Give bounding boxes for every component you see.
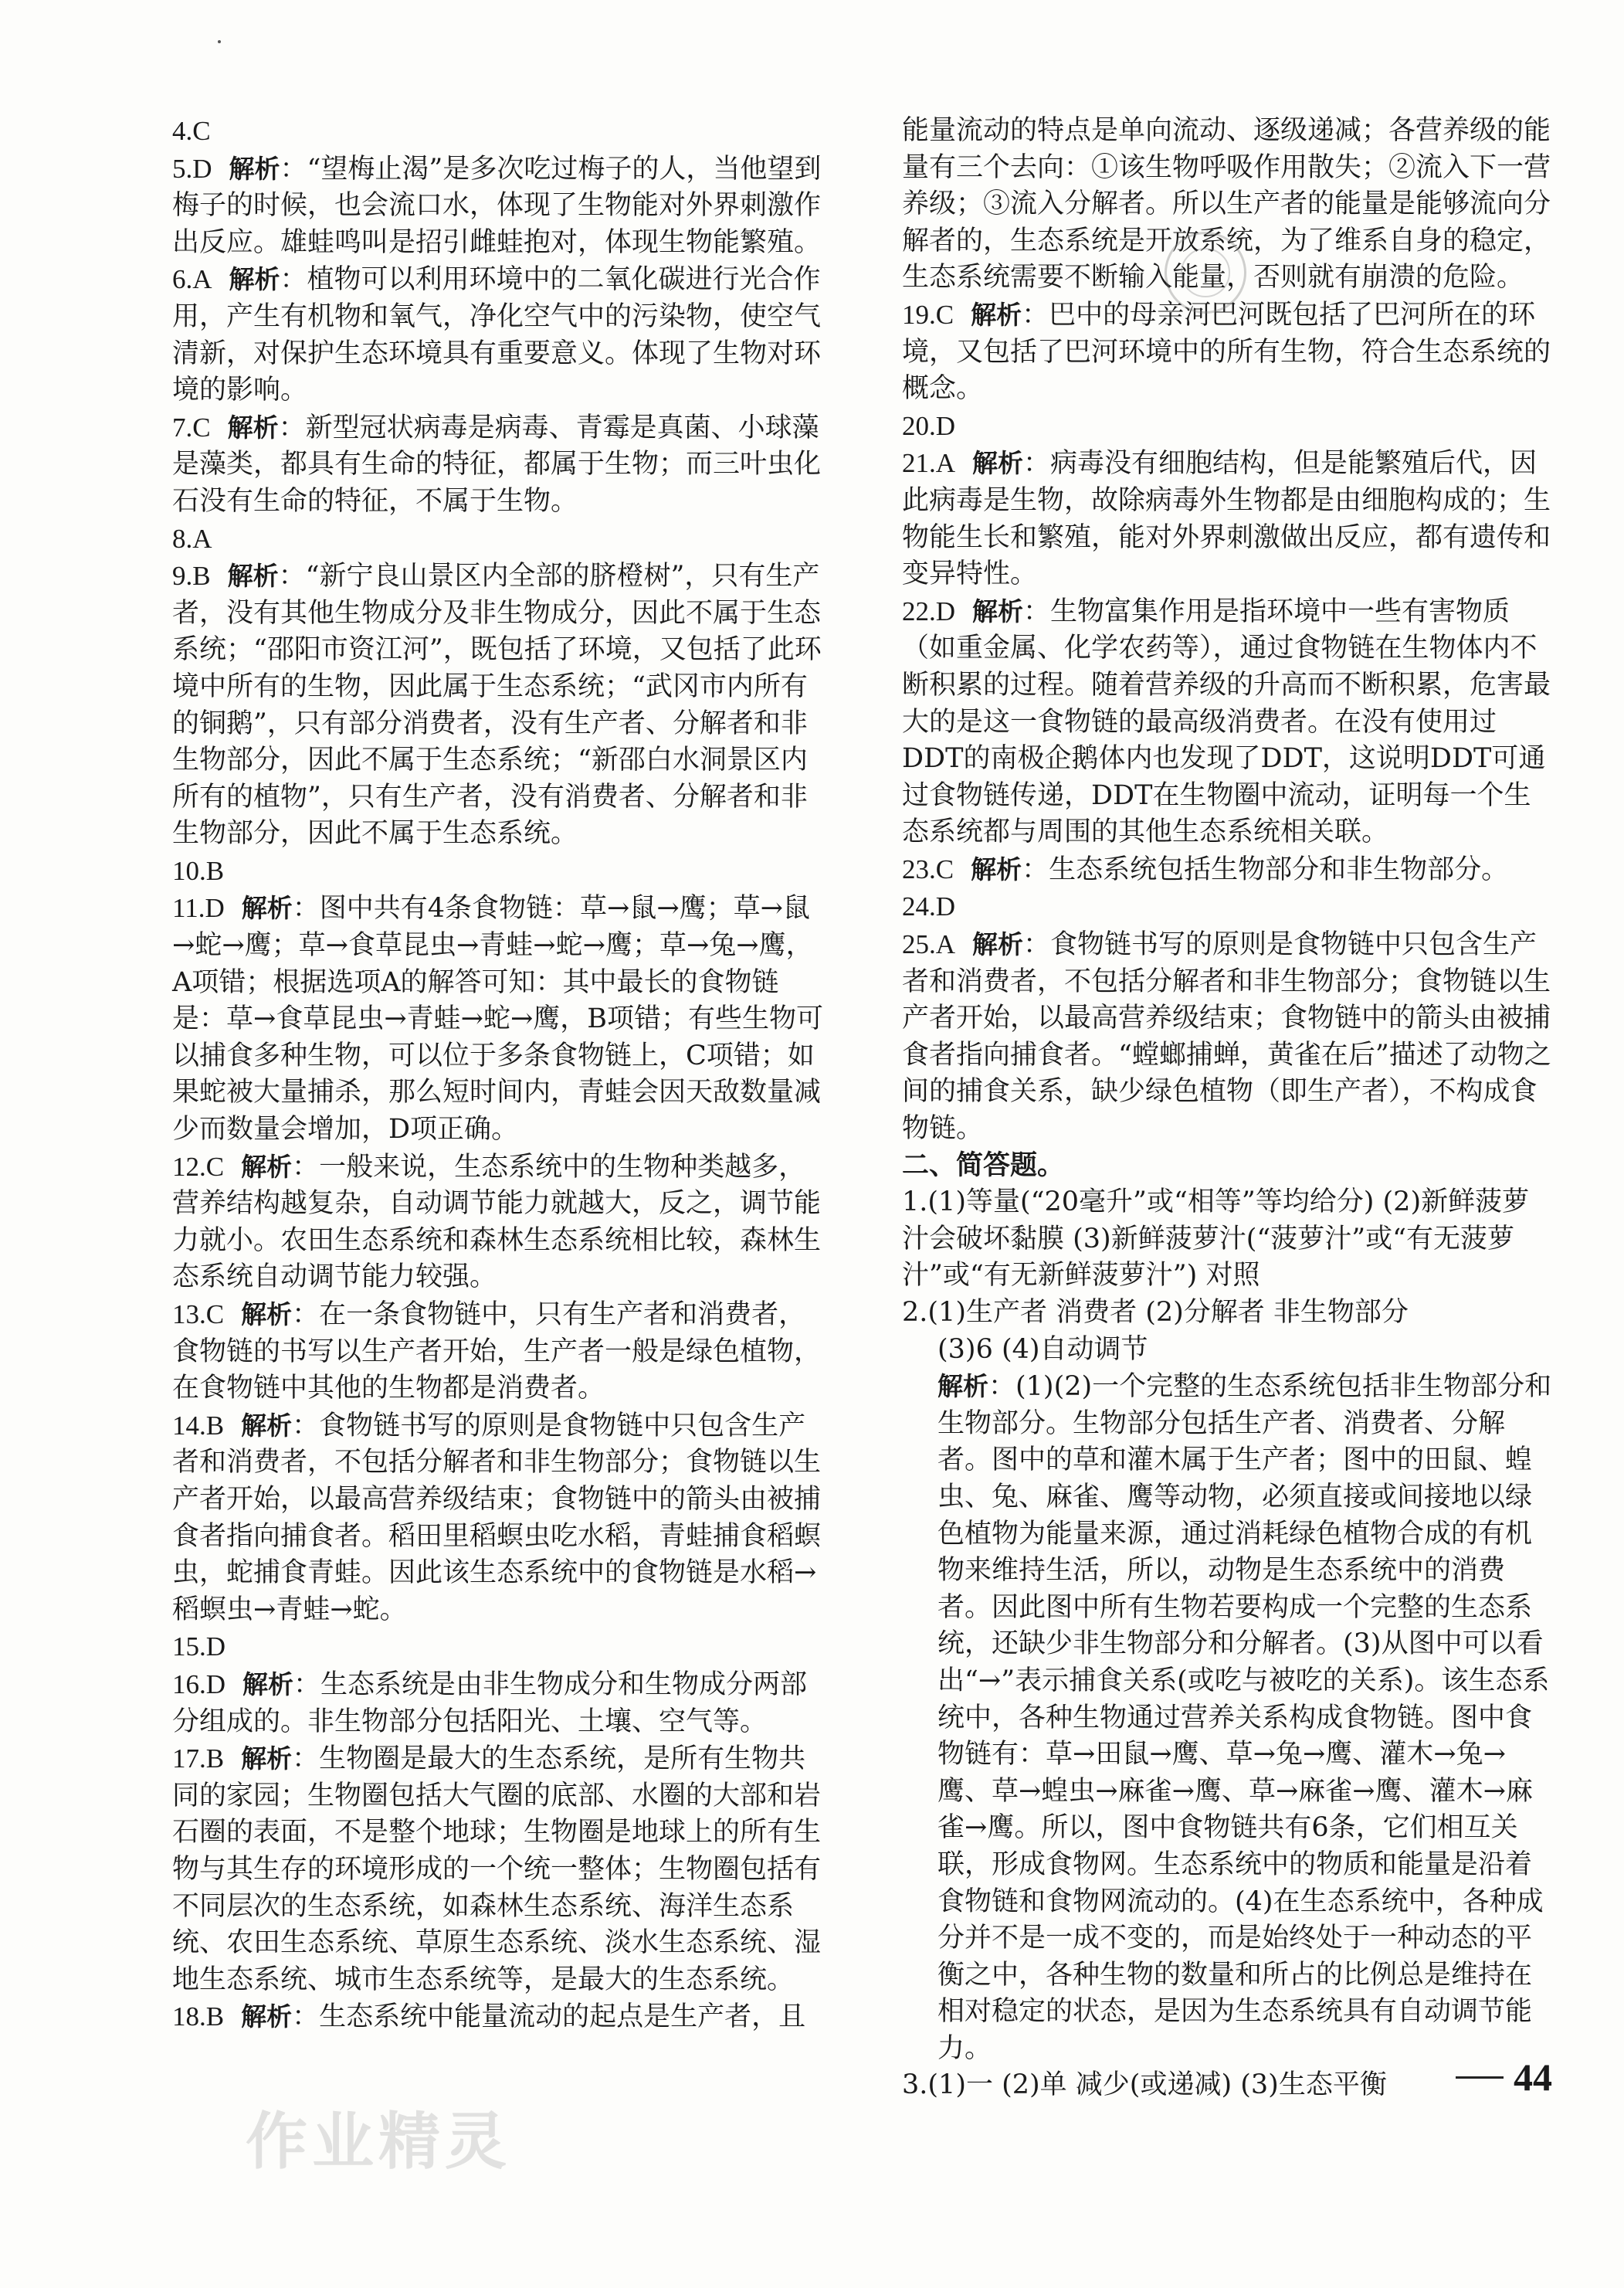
answer-item (172, 1666, 827, 1740)
analysis-text: ：植物可以利用环境中的二氧化碳进行光合作用，产生有机物和氧气，净化空气中的污染物，使空气清新，对保护生态环境具有重要意义。体现了生物对环境的影响。 (172, 264, 822, 406)
analysis-tag: 解析 (227, 412, 279, 443)
analysis-tag: 解析 (972, 929, 1024, 960)
analysis-text: ：“望梅止渴”是多次吃过梅子的人，当他望到梅子的时候，也会流口水，体现了生物能对外界刺激作出反应。雄蛙鸣叫是招引雌蛙抱对，体现生物能繁殖。 (172, 153, 822, 258)
analysis-text: ：生物圈是最大的生态系统，是所有生物共同的家园；生物圈包括大气圈的底部、水圈的大部和岩石圈的表面，不是整个地球；生物圈是地球上的所有生物与其生存的环境形成的一个统一整体；生物圈包括有不同层次的生态系统，如森林生态系统、海洋生态系统、农田生态系统、草原生态系统、淡水生态系统、湿地生态系统、城市生态系统等，是最大的生态系统。 (172, 1743, 822, 1995)
analysis-tag: 解析 (971, 299, 1022, 330)
analysis-tag: 解析 (937, 1371, 988, 1402)
item-number: 11.D (172, 893, 225, 924)
answer-item (902, 888, 1552, 926)
item-number: 17.B (172, 1743, 225, 1774)
section-title: 二、简答题。 (902, 1149, 1065, 1181)
answer-item (172, 151, 827, 262)
answer-item (902, 926, 1552, 1148)
analysis-text: ：生物富集作用是指环境中一些有害物质（如重金属、化学农药等），通过食物链在生物体内不断积累的过程。随着营养级的升高而不断积累，危害最大的是这一食物链的最高级消费者。在没有使用过DDT的南极企鹅体内也发现了DDT，这说明DDT可通过食物链传递，DDT在生物圈中流动，证明每一个生态系统都与周围的其他生态系统相关联。 (902, 596, 1551, 848)
item-number: 5.D (172, 153, 212, 184)
analysis-text: ：图中共有4条食物链：草→鼠→鹰；草→鼠→蛇→鹰；草→食草昆虫→青蛙→蛇→鹰；草→兔→鹰，A项错；根据选项A的解答可知：其中最长的食物链是：草→食草昆虫→青蛙→蛇→鹰，B项错；有些生物可以捕食多种生物，可以位于多条食物链上，C项错；如果蛇被大量捕杀，那么短时间内，青蛙会因天敌数量减少而数量会增加，D项正确。 (172, 893, 824, 1146)
item-number: 12.C (172, 1151, 225, 1182)
item-number: 23.C (902, 854, 954, 884)
answer-item (172, 1998, 827, 2036)
answer-item (902, 297, 1552, 408)
analysis-tag: 解析 (241, 893, 293, 924)
answer-2-analysis (902, 1368, 1552, 2067)
item-number: 14.B (172, 1410, 225, 1441)
answer-item (172, 1296, 827, 1407)
item-number: 24.D (902, 891, 956, 922)
item-number: 16.D (172, 1668, 226, 1699)
page-number: 44 (1514, 2055, 1552, 2099)
answer-3: 3.(1)一 (2)单 减少(或递减) (3)生态平衡 (902, 2069, 1387, 2101)
answer-item (172, 1407, 827, 1629)
analysis-text: ：“新宁良山景区内全部的脐橙树”，只有生产者，没有其他生物成分及非生物成分，因此不属于生态系统；“邵阳市资江河”，既包括了环境，又包括了此环境中所有的生物，因此属于生态系统；“武冈市内所有的铜鹅”，只有部分消费者，没有生产者、分解者和非生物部分，因此不属于生态系统；“新邵白水洞景区内所有的植物”，只有生产者，没有消费者、分解者和非生物部分，因此不属于生态系统。 (172, 561, 822, 850)
analysis-tag: 解析 (242, 1668, 294, 1699)
item-number: 25.A (902, 929, 956, 960)
seal-stamp (1165, 232, 1246, 314)
analysis-tag: 解析 (241, 2001, 293, 2032)
item-number: 4.C (172, 116, 211, 146)
speck (218, 40, 221, 43)
item-number: 22.D (902, 596, 956, 626)
answer-item (172, 409, 827, 521)
analysis-text: ：巴中的母亲河巴河既包括了巴河所在的环境，又包括了巴河环境中的所有生物，符合生态系统的概念。 (902, 299, 1551, 405)
analysis-text: ：病毒没有细胞结构，但是能繁殖后代，因此病毒是生物，故除病毒外生物都是由细胞构成的；生物能生长和繁殖，能对外界刺激做出反应，都有遗传和变异特性。 (902, 448, 1551, 590)
answer-1: 1.(1)等量(“20毫升”或“相等”等均给分) (2)新鲜菠萝汁会破坏黏膜 (3)新鲜菠萝汁(“菠萝汁”或“有无菠萝汁”或“有无新鲜菠萝汁”) 对照 (902, 1186, 1530, 1292)
item-number: 21.A (902, 448, 956, 479)
analysis-tag: 解析 (241, 1410, 293, 1441)
analysis-tag: 解析 (972, 448, 1024, 479)
answer-item (172, 558, 827, 853)
item-number: 15.D (172, 1631, 226, 1662)
analysis-tag: 解析 (972, 596, 1024, 626)
analysis-text: ：生态系统包括生物部分和非生物部分。 (1022, 854, 1509, 885)
item-number: 18.B (172, 2001, 225, 2032)
answer-item (172, 261, 827, 409)
answer-item (172, 1740, 827, 1998)
answer-item (902, 408, 1552, 446)
page-number-rule (1456, 2076, 1504, 2079)
analysis-tag: 解析 (241, 1299, 293, 1329)
analysis-tag: 解析 (241, 1743, 293, 1774)
answer-item (172, 1149, 827, 1296)
left-column (172, 113, 827, 2036)
answer-item (172, 521, 827, 558)
analysis-text: ：食物链书写的原则是食物链中只包含生产者和消费者，不包括分解者和非生物部分；食物链以生产者开始，以最高营养级结束；食物链中的箭头由被捕食者指向捕食者。稻田里稻螟虫吃水稻，青蛙捕食稻螟虫，蛇捕食青蛙。因此该生态系统中的食物链是水稻→稻螟虫→青蛙→蛇。 (172, 1410, 822, 1625)
analysis-tag: 解析 (229, 153, 280, 184)
watermark: 作业精灵 (246, 2106, 511, 2178)
item-number: 8.A (172, 523, 212, 554)
answer-item (172, 113, 827, 151)
analysis-tag: 解析 (229, 264, 280, 295)
answer-item (902, 851, 1552, 889)
analysis-text: ：在一条食物链中，只有生产者和消费者，食物链的书写以生产者开始，生产者一般是绿色植物，在食物链中其他的生物都是消费者。 (172, 1299, 822, 1404)
item-number: 19.C (902, 299, 954, 330)
item-number: 6.A (172, 264, 212, 295)
right-items (902, 297, 1552, 1148)
analysis-text: ：生态系统是由非生物成分和生物成分两部分组成的。非生物部分包括阳光、土壤、空气等。 (172, 1668, 808, 1737)
item-number: 20.D (902, 410, 956, 441)
answer-2-line2: (3)6 (4)自动调节 (937, 1333, 1148, 1365)
answer-item (902, 445, 1552, 592)
item-number: 9.B (172, 561, 211, 592)
analysis-tag: 解析 (971, 854, 1022, 884)
analysis-tag: 解析 (241, 1151, 293, 1182)
answer-item (902, 593, 1552, 851)
answer-2-line1: 2.(1)生产者 消费者 (2)分解者 非生物部分 (902, 1297, 1409, 1328)
analysis-text: ：一般来说，生态系统中的生物种类越多，营养结构越复杂，自动调节能力就越大，反之，调节能力就小。农田生态系统和森林生态系统相比较，森林生态系统自动调节能力较强。 (172, 1151, 822, 1293)
analysis-text: ：(1)(2)一个完整的生态系统包括非生物部分和生物部分。生物部分包括生产者、消费者、分解者。图中的草和灌木属于生产者；图中的田鼠、蝗虫、兔、麻雀、鹰等动物，必须直接或间接地以绿色植物为能量来源，通过消耗绿色植物合成的有机物来维持生活，所以，动物是生态系统中的消费者。因此图中所有生物若要构成一个完整的生态系统，还缺少非生物部分和分解者。(3)从图中可以看出“→”表示捕食关系(或吃与被吃的关系)。该生态系统中，各种生物通过营养关系构成食物链。图中食物链有：草→田鼠→鹰、草→兔→鹰、灌木→兔→鹰、草→蝗虫→麻雀→鹰、草→麻雀→鹰、灌木→麻雀→鹰。所以，图中食物链共有6条，它们相互关联，形成食物网。生态系统中的物质和能量是沿着食物链和食物网流动的。(4)在生态系统中，各种成分并不是一成不变的，而是始终处于一种动态的平衡之中，各种生物的数量和所占的比例总是维持在相对稳定的状态，是因为生态系统具有自动调节能力。 (937, 1371, 1552, 2064)
item-number: 10.B (172, 855, 225, 886)
continued-text: 能量流动的特点是单向流动、逐级递减；各营养级的能量有三个去向：①该生物呼吸作用散失；②流入下一营养级；③流入分解者。所以生产者的能量是能够流向分解者的，生态系统是开放系统，为了维系自身的稳定，生态系统需要不断输入能量，否则就有崩溃的危险。 (902, 115, 1551, 294)
analysis-text: ：食物链书写的原则是食物链中只包含生产者和消费者，不包括分解者和非生物部分；食物链以生产者开始，以最高营养级结束；食物链中的箭头由被捕食者指向捕食者。“螳螂捕蝉，黄雀在后”描述了动物之间的捕食关系，缺少绿色植物（即生产者），不构成食物链。 (902, 929, 1551, 1145)
answer-item (172, 1628, 827, 1666)
answer-item (172, 890, 827, 1148)
analysis-tag: 解析 (227, 561, 279, 592)
analysis-text: ：新型冠状病毒是病毒、青霉是真菌、小球藻是藻类，都具有生命的特征，都属于生物；而三叶虫化石没有生命的特征，不属于生物。 (172, 412, 822, 517)
right-column (902, 113, 1552, 2104)
analysis-text: ：生态系统中能量流动的起点是生产者，且 (292, 2001, 806, 2033)
item-number: 7.C (172, 412, 211, 443)
answer-item (172, 853, 827, 891)
item-number: 13.C (172, 1299, 225, 1329)
